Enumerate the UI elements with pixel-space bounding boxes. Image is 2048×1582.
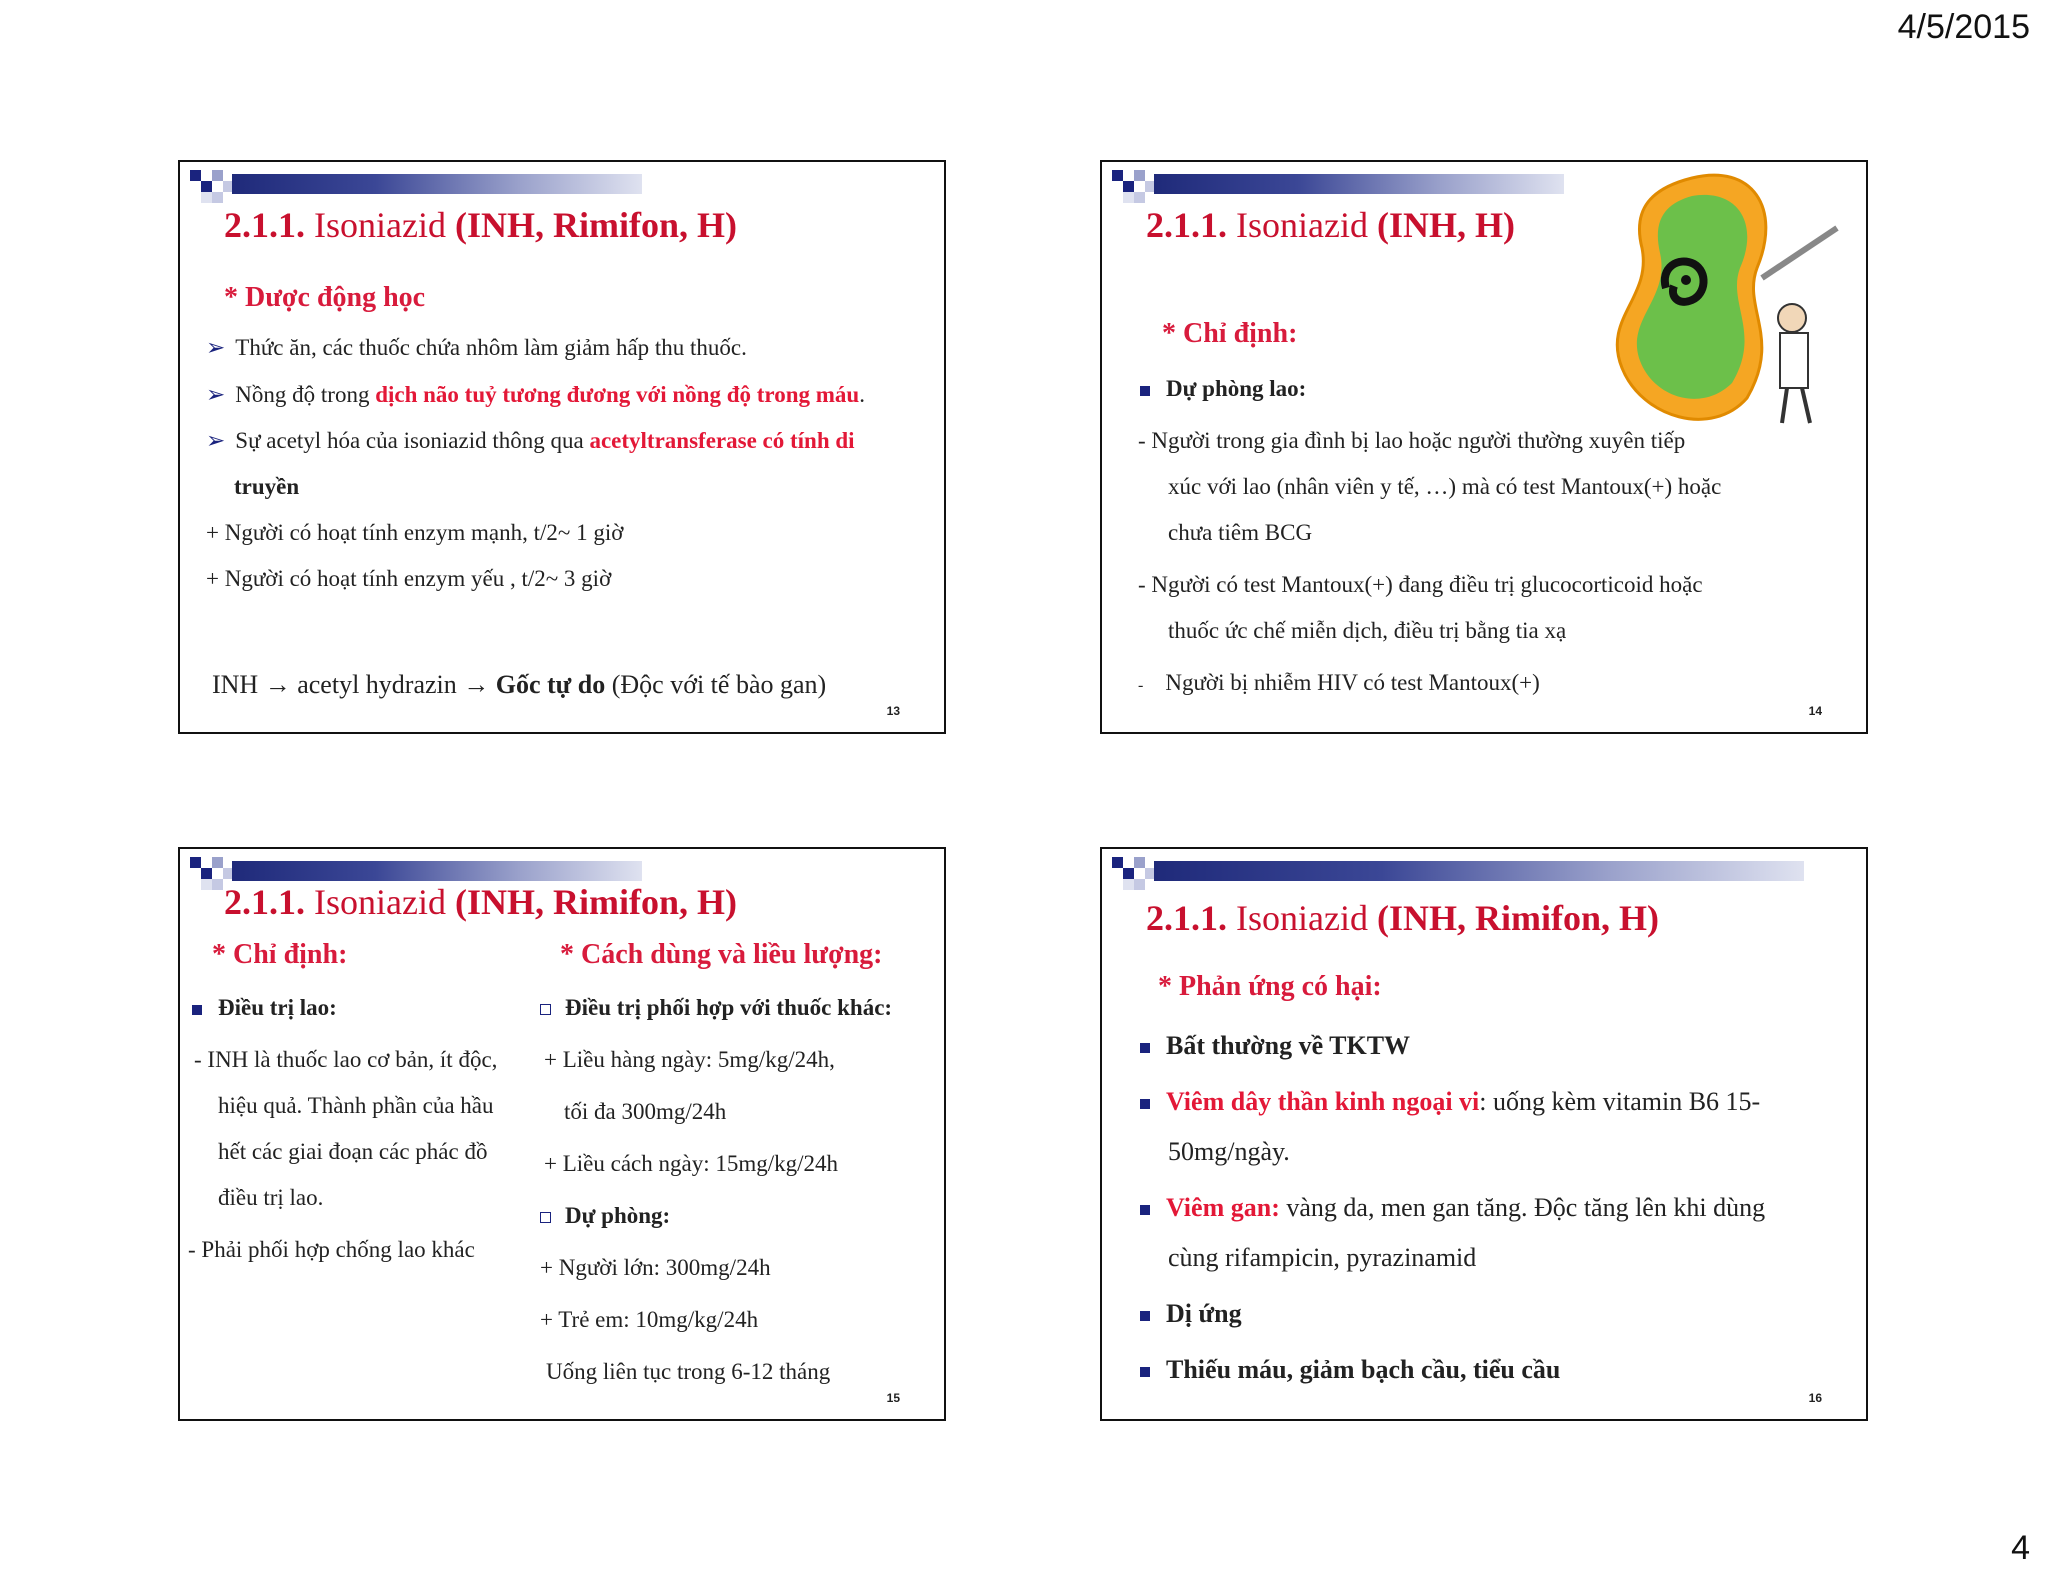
text-line: xúc với lao (nhân viên y tế, …) mà có test Mantoux(+) hoặc (1168, 474, 1722, 499)
text-line: - INH là thuốc lao cơ bản, ít độc, (194, 1047, 498, 1072)
text-line: tối đa 300mg/24h (564, 1099, 727, 1124)
text-line: + Trẻ em: 10mg/kg/24h (540, 1307, 759, 1332)
title-decoration (1112, 170, 1562, 196)
section-heading-right: * Cách dùng và liều lượng: (560, 939, 883, 970)
text-line: chưa tiêm BCG (1168, 520, 1313, 545)
text-line: + Liều cách ngày: 15mg/kg/24h (544, 1151, 839, 1176)
slide-number: 16 (1808, 1391, 1822, 1405)
metabolism-formula: INH → acetyl hydrazin → Gốc tự do (Độc với tế bào gan) (212, 670, 827, 699)
slide-16 (1100, 847, 1868, 1421)
adverse-effect-item: Thiếu máu, giảm bạch cầu, tiểu cầu (1140, 1355, 1560, 1385)
text-line: 50mg/ngày. (1168, 1137, 1290, 1166)
slide-number: 13 (886, 704, 900, 718)
date-header: 4/5/2015 (1897, 8, 2030, 46)
adverse-effect-item: Viêm gan: vàng da, men gan tăng. Độc tăng lên khi dùng (1140, 1193, 1765, 1223)
slide-14 (1100, 160, 1868, 734)
sub-item: + Người có hoạt tính enzym mạnh, t/2~ 1 giờ (206, 520, 624, 545)
section-heading: * Dược động học (224, 282, 426, 313)
sub-heading: Dự phòng lao: (1140, 376, 1306, 402)
slide-title: 2.1.1. Isoniazid (INH, Rimifon, H) (1146, 898, 1659, 938)
text-line: - Người bị nhiễm HIV có test Mantoux(+) (1138, 670, 1540, 695)
slide-title: 2.1.1. Isoniazid (INH, Rimifon, H) (224, 882, 737, 922)
text-line: hiệu quả. Thành phần của hầu (218, 1093, 494, 1118)
text-line: + Liều hàng ngày: 5mg/kg/24h, (544, 1047, 835, 1072)
section-heading: * Chỉ định: (1162, 318, 1298, 349)
title-decoration (190, 170, 640, 196)
bullet-continuation: truyền (234, 474, 300, 499)
bacteria-cartoon-illustration (1582, 168, 1862, 428)
text-line: - Người trong gia đình bị lao hoặc người thường xuyên tiếp (1138, 428, 1686, 453)
slide-13 (178, 160, 946, 734)
sub-heading: Điều trị phối hợp với thuốc khác: (540, 995, 892, 1021)
adverse-effect-item: Bất thường về TKTW (1140, 1031, 1410, 1061)
title-decoration (190, 857, 640, 883)
title-decoration (1112, 857, 1562, 883)
bullet-item: ➢ Nồng độ trong dịch não tuỷ tương đương với nồng độ trong máu. (206, 382, 865, 407)
text-line: + Người lớn: 300mg/24h (540, 1255, 771, 1280)
section-heading: * Phản ứng có hại: (1158, 971, 1382, 1002)
text-line: - Phải phối hợp chống lao khác (188, 1237, 475, 1262)
text-line: cùng rifampicin, pyrazinamid (1168, 1243, 1477, 1272)
text-line: thuốc ức chế miễn dịch, điều trị bằng tia xạ (1168, 618, 1567, 643)
text-line: - Người có test Mantoux(+) đang điều trị glucocorticoid hoặc (1138, 572, 1703, 597)
slide-title: 2.1.1. Isoniazid (INH, H) (1146, 205, 1515, 245)
adverse-effect-item: Viêm dây thần kinh ngoại vi: uống kèm vitamin B6 15- (1140, 1087, 1760, 1117)
text-line: hết các giai đoạn các phác đồ (218, 1139, 488, 1164)
sub-item: + Người có hoạt tính enzym yếu , t/2~ 3 giờ (206, 566, 612, 591)
section-heading-left: * Chỉ định: (212, 939, 348, 970)
bullet-item: ➢ Thức ăn, các thuốc chứa nhôm làm giảm hấp thu thuốc. (206, 335, 747, 360)
slide-title: 2.1.1. Isoniazid (INH, Rimifon, H) (224, 205, 737, 245)
adverse-effect-item: Dị ứng (1140, 1299, 1242, 1329)
text-line: điều trị lao. (218, 1185, 324, 1210)
slide-15 (178, 847, 946, 1421)
sub-heading: Điều trị lao: (192, 995, 337, 1021)
slide-number: 15 (886, 1391, 900, 1405)
slide-number: 14 (1808, 704, 1822, 718)
bullet-item: ➢ Sự acetyl hóa của isoniazid thông qua acetyltransferase có tính di (206, 428, 855, 453)
text-line: Uống liên tục trong 6-12 tháng (546, 1359, 831, 1384)
page-number: 4 (2011, 1529, 2030, 1567)
sub-heading: Dự phòng: (540, 1203, 670, 1229)
